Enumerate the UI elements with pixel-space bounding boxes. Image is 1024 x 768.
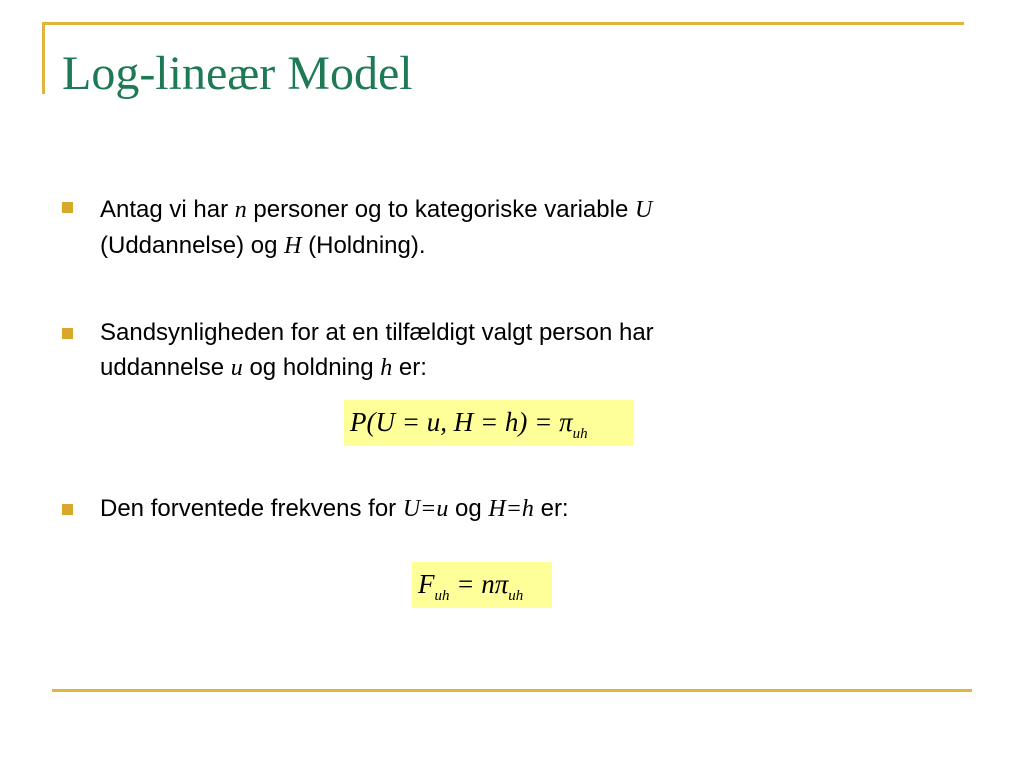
left-frame-line xyxy=(42,22,45,94)
probability-formula xyxy=(344,400,634,446)
text-segment: er: xyxy=(533,495,569,522)
formula-rhs: = nπ xyxy=(449,569,509,599)
text-segment: uddannelse xyxy=(100,354,231,381)
formula-subscript: uh xyxy=(434,588,450,604)
bottom-rule-line xyxy=(52,689,972,692)
formula-subscript: uh xyxy=(508,588,524,604)
variable-H: H xyxy=(284,233,302,259)
text-segment: og holdning xyxy=(242,354,381,381)
formula-pi: π xyxy=(559,407,573,437)
variable-H-equals-h: H=h xyxy=(488,496,534,522)
variable-h: h xyxy=(380,355,393,381)
formula-lhs: P(U = u, H = h) = xyxy=(350,407,560,437)
text-segment: (Holdning). xyxy=(301,232,426,259)
bullet-square-icon xyxy=(62,202,73,213)
text-segment: og xyxy=(448,495,489,522)
bullet-square-icon xyxy=(62,504,73,515)
variable-U-equals-u: U=u xyxy=(402,496,449,522)
formula-subscript: uh xyxy=(572,426,588,442)
frequency-formula xyxy=(412,562,552,608)
text-segment: Sandsynligheden for at en tilfældigt valgt person har xyxy=(100,319,654,346)
variable-n: n xyxy=(234,197,247,223)
variable-u: u xyxy=(230,355,243,381)
bullet-text xyxy=(100,192,860,264)
text-segment: Antag vi har xyxy=(100,196,235,223)
text-segment: (Uddannelse) og xyxy=(100,232,285,259)
bullet-square-icon xyxy=(62,328,73,339)
top-frame-line xyxy=(42,22,964,25)
formula-F: F xyxy=(418,569,435,599)
text-segment: er: xyxy=(392,354,427,381)
text-segment: personer og to kategoriske variable xyxy=(246,196,635,223)
text-segment: Den forventede frekvens for xyxy=(100,495,403,522)
bullet-text xyxy=(100,315,860,386)
slide-title: Log-lineær Model xyxy=(62,47,413,100)
variable-U: U xyxy=(634,197,653,223)
bullet-text xyxy=(100,491,860,527)
